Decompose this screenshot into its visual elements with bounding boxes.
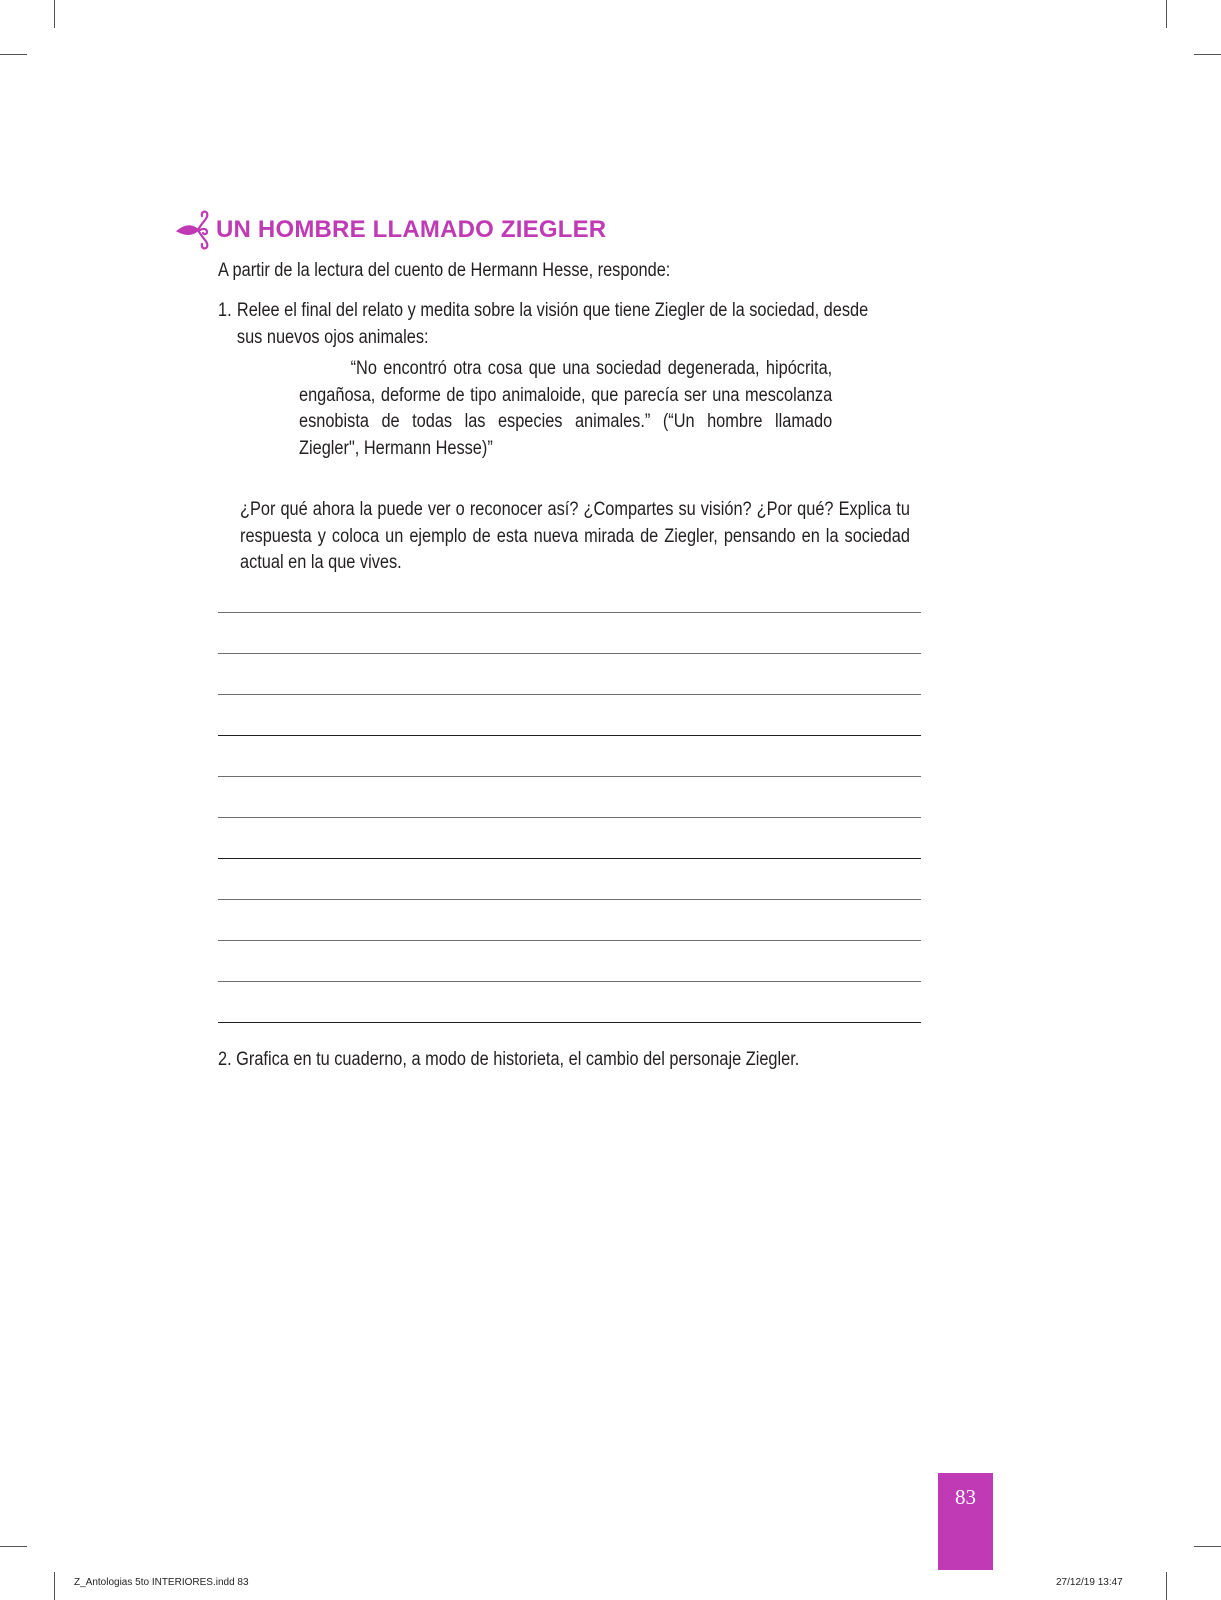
crop-mark bbox=[1194, 1546, 1221, 1547]
section-heading bbox=[176, 210, 606, 250]
quote-block: “No encontró otra cosa que una sociedad degenerada, hipócrita, engañosa, deforme de tipo animaloide, que parecía ser una mescolanza esnobista de todas las especies animales.” (“Un hombre llamado Ziegler", Hermann Hesse)” bbox=[299, 358, 833, 459]
crop-mark bbox=[1166, 0, 1167, 28]
section-title: UN HOMBRE LLAMADO ZIEGLER bbox=[216, 216, 607, 243]
crop-mark bbox=[54, 1572, 55, 1600]
crop-mark bbox=[54, 0, 55, 28]
question-1 bbox=[218, 298, 915, 351]
intro-text: A partir de la lectura del cuento de Hermann Hesse, responde: bbox=[218, 260, 671, 281]
answer-line[interactable] bbox=[218, 612, 921, 613]
crop-mark bbox=[1166, 1572, 1167, 1600]
answer-line[interactable] bbox=[218, 735, 921, 736]
page-number-tab bbox=[938, 1473, 993, 1570]
crop-mark bbox=[0, 1546, 27, 1547]
answer-line[interactable] bbox=[218, 653, 921, 654]
answer-line[interactable] bbox=[218, 817, 921, 818]
answer-line[interactable] bbox=[218, 776, 921, 777]
slug-date: 27/12/19 13:47 bbox=[1056, 1577, 1123, 1588]
answer-line[interactable] bbox=[218, 694, 921, 695]
question-1-line-1: Relee el final del relato y medita sobre la visión que tiene Ziegler de la sociedad, desde bbox=[236, 300, 869, 321]
crop-mark bbox=[1194, 54, 1221, 55]
question-1-prompt: ¿Por qué ahora la puede ver o reconocer así? ¿Compartes su visión? ¿Por qué? Explica tu respuesta y coloca un ejemplo de esta nueva mirada de Ziegler, pensando en la sociedad actual en la que vives. bbox=[240, 499, 910, 573]
answer-line[interactable] bbox=[218, 1022, 921, 1023]
answer-line[interactable] bbox=[218, 981, 921, 982]
page-number: 83 bbox=[955, 1485, 976, 1509]
question-2: 2. Grafica en tu cuaderno, a modo de historieta, el cambio del personaje Ziegler. bbox=[218, 1049, 800, 1070]
crop-mark bbox=[0, 54, 27, 55]
question-1-number: 1. bbox=[218, 300, 232, 321]
slug-filename: Z_Antologias 5to INTERIORES.indd 83 bbox=[74, 1577, 249, 1588]
answer-line[interactable] bbox=[218, 899, 921, 900]
answer-line[interactable] bbox=[218, 858, 921, 859]
question-1-line-2: sus nuevos ojos animales: bbox=[236, 326, 429, 348]
answer-line[interactable] bbox=[218, 940, 921, 941]
fleuron-icon bbox=[176, 210, 212, 250]
